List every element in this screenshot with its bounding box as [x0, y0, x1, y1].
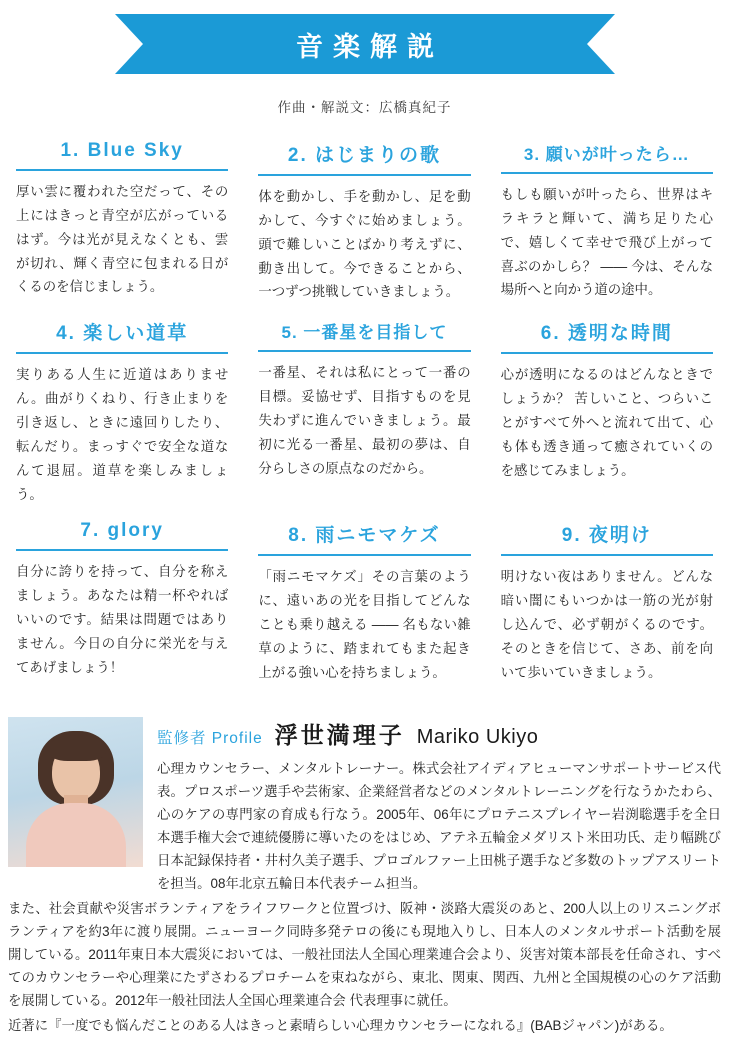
- song-description: 明けない夜はありません。どんな暗い闇にもいつかは一筋の光が射し込んで、必ず朝がくるのです。そのときを信じて、さあ、前を向いて歩いていきましょう。: [500, 569, 713, 680]
- profile-section: [8, 717, 721, 1038]
- song-item: [250, 520, 478, 684]
- profile-photo: [8, 717, 143, 867]
- profile-paragraph-3: [8, 1014, 721, 1037]
- song-item: [493, 520, 721, 684]
- song-description: 一番星、それは私にとって一番の目標。妥協せず、目指すものを見失わずに進んでいきましょう。最初に光る一番星、最初の夢は、自分らしさの原点なのだから。: [258, 365, 471, 476]
- photo-hair-front-shape: [48, 735, 106, 761]
- song-title: 5. 一番星を目指して: [258, 318, 470, 352]
- song-title: 4. 楽しい道草: [16, 318, 228, 354]
- profile-paragraph-1: [157, 757, 721, 895]
- profile-label: 監修者 Profile: [157, 729, 263, 747]
- song-item: [8, 318, 236, 506]
- song-description: 実りある人生に近道はありません。曲がりくねり、行き止まりを引き返し、ときに遠回りしたり、転んだり。まっすぐで安全な道なんて退屈。道草を楽しみましょう。: [16, 367, 229, 502]
- song-description: 厚い雲に覆われた空だって、その上にはきっと青空が広がっているはず。今は光が見えなくとも、雲が切れ、輝く青空に包まれる日がくるのを信じましょう。: [16, 184, 229, 295]
- song-description: もしも願いが叶ったら、世界はキラキラと輝いて、満ち足りた心で、嬉しくて幸せで飛び上がって喜ぶのかしら？ ―― 今は、そんな場所へと向かう道の途中。: [500, 187, 713, 298]
- profile-paragraph-1-text: 心理カウンセラー、メンタルトレーナー。株式会社アイディアヒューマンサポートサービス代表。プロスポーツ選手や芸術家、企業経営者などのメンタルトレーニングを行なうかたわら、心のケアの専門家の育成も行なう。2005年、06年にプロテニスプレイヤー岩渕聡選手を全日本選手権大会で連続優勝に導いたのをはじめ、アテネ五輪金メダリスト米田功氏、走り幅跳び日本記録保持者・井村久美子選手、プロゴルファー上田桃子選手など多数のトップアスリートを担当。08年北京五輪日本代表チーム担当。: [157, 760, 721, 891]
- song-title: 3. 願いが叶ったら…: [501, 140, 713, 174]
- song-list: [8, 140, 721, 699]
- photo-body-shape: [26, 803, 126, 867]
- song-item: [8, 140, 236, 304]
- profile-paragraph-2-text: また、社会貢献や災害ボランティアをライフワークと位置づけ、阪神・淡路大震災のあと、200人以上のリスニングボランティアを約3年に渡り展開。ニューヨーク同時多発テロの後にも現地入りし、日本人のメンタルサポート活動を展開している。2011年東日本大震災においては、一般社団法人全国心理業連合会より、災害対策本部長を任命され、すべてのカウンセラーや心理業にたずさわるプロチームを束ねながら、東北、関東、関西、九州と全国規模の心のケア活動を展開している。2012年一般社団法人全国心理業連合会 代表理事に就任。: [8, 901, 721, 1009]
- song-item: [493, 318, 721, 506]
- song-title: 8. 雨ニモマケズ: [258, 520, 470, 556]
- song-description: 体を動かし、手を動かし、足を動かして、今すぐに始めましょう。頭で難しいことばかり考えずに、動き出して。今できることから、一つずつ挑戦していきましょう。: [258, 189, 471, 300]
- song-description: 心が透明になるのはどんなときでしょうか？ 苦しいこと、つらいことがすべて外へと流れて出て、心も体も透き通って癒されていくのを感じてみましょう。: [500, 367, 713, 478]
- profile-name-english: Mariko Ukiyo: [416, 725, 539, 748]
- song-title: 1. Blue Sky: [16, 140, 228, 171]
- song-description: 「雨ニモマケズ」その言葉のように、遠いあの光を目指してどんなことも乗り越える ―― 名もない雑草のように、踏まれてもまた起き上がる強い心を持ちましょう。: [258, 569, 471, 680]
- credit-line: 作曲・解説文：広橋真紀子: [277, 100, 452, 115]
- song-title: 2. はじまりの歌: [258, 140, 470, 176]
- song-item: [250, 318, 478, 506]
- page-title: 音楽解説: [143, 14, 587, 74]
- song-title: 6. 透明な時間: [501, 318, 713, 354]
- song-title: 9. 夜明け: [501, 520, 713, 556]
- song-item: [250, 140, 478, 304]
- song-title: 7. glory: [16, 520, 228, 551]
- profile-heading: [157, 717, 721, 750]
- profile-paragraph-2: [8, 897, 721, 1012]
- song-description: 自分に誇りを持って、自分を称えましょう。あなたは精一杯やればいいのです。結果は問題ではありません。今日の自分に栄光を与えてあげましょう！: [16, 564, 229, 675]
- song-item: [8, 520, 236, 684]
- profile-name-japanese: 浮世満理子: [274, 721, 405, 748]
- profile-paragraph-3-text: 近著に『一度でも悩んだことのある人はきっと素晴らしい心理カウンセラーになれる』(BABジャパン)がある。: [8, 1018, 673, 1034]
- header-banner-area: [0, 14, 729, 88]
- song-item: [493, 140, 721, 304]
